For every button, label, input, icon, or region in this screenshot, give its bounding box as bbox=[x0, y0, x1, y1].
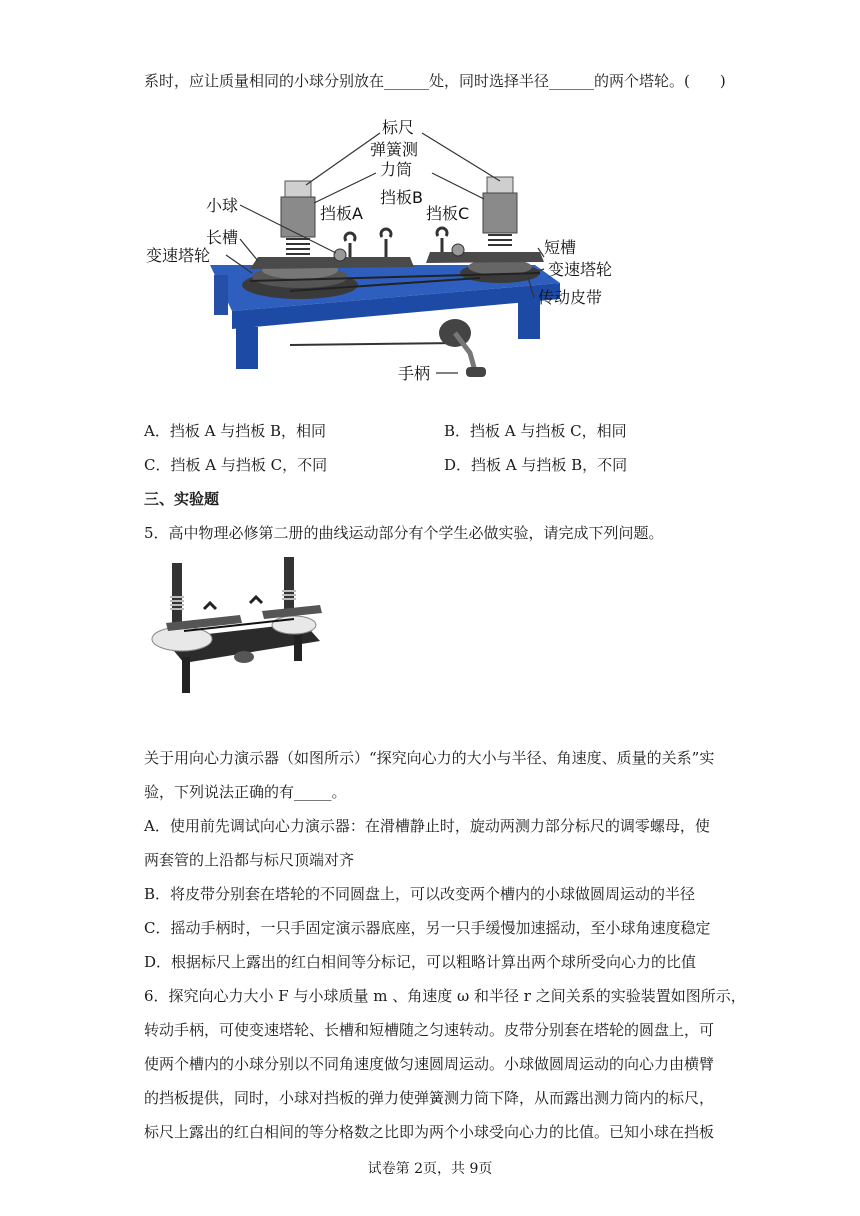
photo-pulley-right bbox=[272, 616, 316, 634]
page-footer: 试卷第 2页，共 9页 bbox=[367, 1161, 493, 1177]
table-leg bbox=[236, 327, 258, 369]
photo-handle bbox=[234, 651, 254, 663]
label-handle: 手柄 bbox=[398, 364, 431, 383]
label-short-slot: 短槽 bbox=[544, 238, 577, 257]
photo-right-cylinder bbox=[284, 557, 294, 615]
centripetal-apparatus-diagram bbox=[140, 115, 650, 395]
left-ruler-cap bbox=[285, 181, 311, 197]
q5-option-a-line2[interactable]: 两套管的上沿都与标尺顶端对齐 bbox=[144, 851, 355, 869]
photo-left-cylinder bbox=[172, 563, 182, 623]
label-pulley-left: 变速塔轮 bbox=[146, 246, 211, 265]
label-baffle-b: 挡板B bbox=[380, 188, 423, 207]
q5-option-b[interactable]: B．将皮带分别套在塔轮的不同圆盘上，可以改变两个槽内的小球做圆周运动的半径 bbox=[144, 885, 696, 903]
ball-left bbox=[334, 249, 346, 261]
baffle-c bbox=[437, 228, 447, 252]
q5-option-c[interactable]: C．摇动手柄时，一只手固定演示器底座，另一只手缓慢加速摇动，至小球角速度稳定 bbox=[144, 919, 711, 937]
photo-leg bbox=[294, 635, 302, 661]
q5-option-a-line1[interactable]: A．使用前先调试向心力演示器：在滑槽静止时，旋动两测力部分标尺的调零螺母，使 bbox=[144, 817, 710, 835]
label-baffle-c: 挡板C bbox=[426, 204, 470, 223]
label-cylinder: 力筒 bbox=[380, 160, 413, 179]
q4-option-c[interactable]: C．挡板 A 与挡板 C，不同 bbox=[144, 456, 328, 474]
label-belt: 传动皮带 bbox=[538, 288, 603, 307]
lower-belt bbox=[290, 343, 460, 345]
q6-line-4: 的挡板提供，同时，小球对挡板的弹力使弹簧测力筒下降，从而露出测力筒内的标尺， bbox=[144, 1089, 715, 1107]
q4-option-d[interactable]: D．挡板 A 与挡板 B，不同 bbox=[444, 456, 628, 474]
q6-line-5: 标尺上露出的红白相间的等分格数之比即为两个小球受向心力的比值。已知小球在挡板 bbox=[144, 1123, 715, 1141]
label-baffle-a: 挡板A bbox=[320, 204, 363, 223]
q6-line-1: 6．探究向心力大小 F 与小球质量 m 、角速度 ω 和半径 r 之间关系的实验装置如图所示， bbox=[144, 987, 746, 1005]
long-slot bbox=[250, 257, 414, 269]
label-ruler: 标尺 bbox=[382, 118, 415, 137]
table-leg bbox=[518, 297, 540, 339]
baffle-b bbox=[381, 229, 391, 257]
label-spring: 弹簧测 bbox=[370, 140, 419, 159]
apparatus-photo bbox=[144, 553, 334, 703]
short-slot bbox=[426, 252, 544, 263]
q5-option-d[interactable]: D．根据标尺上露出的红白相间等分标记，可以粗略计算出两个球所受向心力的比值 bbox=[144, 953, 697, 971]
photo-leg bbox=[182, 657, 190, 693]
photo-pulley-left bbox=[152, 627, 212, 651]
q5-stem: 5．高中物理必修第二册的曲线运动部分有个学生必做实验，请完成下列问题。 bbox=[144, 524, 664, 542]
section-heading: 三、实验题 bbox=[144, 490, 220, 508]
q6-line-2: 转动手柄，可使变速塔轮、长槽和短槽随之匀速转动。皮带分别套在塔轮的圆盘上，可 bbox=[144, 1021, 715, 1039]
left-spring-cylinder bbox=[281, 197, 315, 237]
q4-option-b[interactable]: B．挡板 A 与挡板 C，相同 bbox=[444, 422, 627, 440]
baffle-a bbox=[345, 233, 355, 257]
ball-right bbox=[452, 244, 464, 256]
left-spring-coils bbox=[286, 239, 310, 254]
photo-baffles bbox=[204, 597, 262, 609]
label-ball: 小球 bbox=[206, 196, 239, 215]
q5-para1: 关于用向心力演示器（如图所示）“探究向心力的大小与半径、角速度、质量的关系”实 bbox=[144, 749, 715, 767]
right-ruler-cap bbox=[487, 177, 513, 193]
q4-stem: 系时，应让质量相同的小球分别放在______处，同时选择半径______的两个塔轮。( ) bbox=[144, 72, 726, 90]
q4-option-a[interactable]: A．挡板 A 与挡板 B，相同 bbox=[144, 422, 326, 440]
handle-grip bbox=[466, 367, 486, 377]
right-spring-cylinder bbox=[483, 193, 517, 233]
label-long-slot: 长槽 bbox=[206, 228, 239, 247]
q6-line-3: 使两个槽内的小球分别以不同角速度做匀速圆周运动。小球做圆周运动的向心力由横臂 bbox=[144, 1055, 715, 1073]
table-leg bbox=[214, 275, 228, 315]
label-pulley-right: 变速塔轮 bbox=[548, 260, 613, 279]
q5-para2: 验，下列说法正确的有_____。 bbox=[144, 783, 347, 801]
right-spring-coils bbox=[488, 235, 512, 245]
